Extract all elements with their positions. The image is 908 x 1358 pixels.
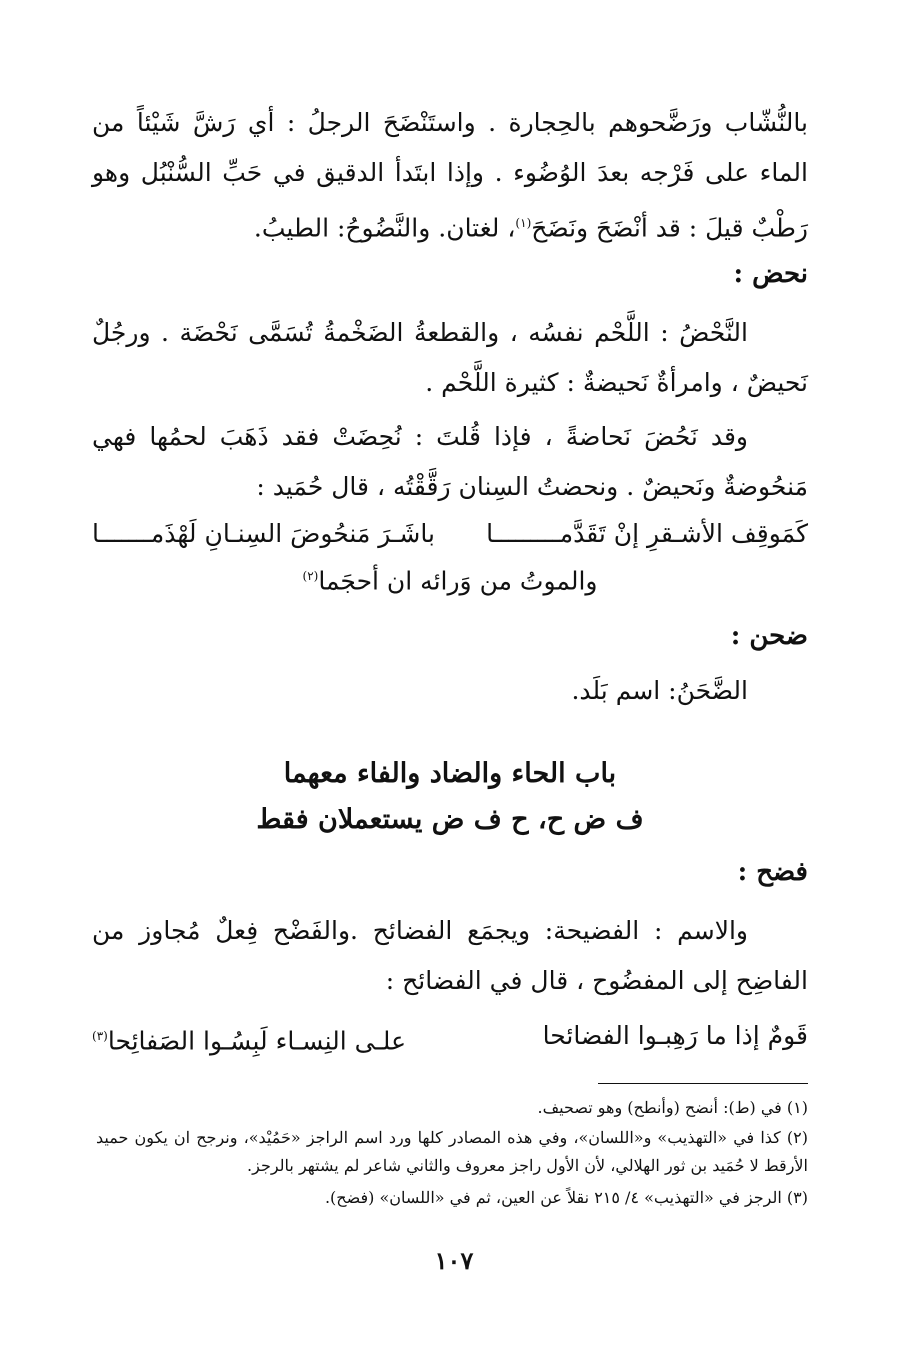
footnote-ref-1: (١): [515, 216, 532, 230]
verse-line-3: [92, 1016, 808, 1061]
paragraph-fadh: والاسم : الفضيحة: ويجمَع الفضائح .والفَضْح فِعلٌ مُجاوز من الفاضِح إلى المفضُوح ، قال في الفضائح :: [92, 916, 808, 995]
footnote-3: (٣) الرجز في «التهذيب» ٤/ ٢١٥ نقلاً عن العين، ثم في «اللسان» (فضح).: [324, 1188, 808, 1207]
chapter-title: باب الحاء والضاد والفاء معهما: [283, 758, 617, 789]
footnote-separator: [598, 1083, 808, 1084]
entry-heading-dahn: ضحن :: [730, 621, 808, 651]
footnote-ref-2: (٢): [302, 569, 319, 583]
paragraph-nahd-2: وقد نَحُضَ نَحاضةً ، فإذا قُلتَ : نُحِضَتْ فقد ذَهَبَ لحمُها فهي مَنحُوضةٌ ونَحيضٌ . ونحضتُ السِنان رَقَّقْتُه ، قال حُمَيد :: [92, 422, 808, 501]
verse-hemistich: قَومٌ إذا ما رَهِبـوا الفضائحا: [542, 1021, 808, 1050]
verse-hemistich: علـى النِسـاء لَبِسُـوا الصَفائِحا: [107, 1026, 406, 1056]
page-number: ١٠٧: [434, 1246, 474, 1275]
paragraph-nahd-1: النَّحْضُ : اللَّحْم نفسُه ، والقطعةُ الضَخْمةُ تُسَمَّى نَحْضَة . ورجُلٌ نَحيضٌ ، وامرأةٌ نَحيضةٌ : كثيرة اللَّحْم .: [92, 318, 808, 397]
chapter-subtitle: ف ض ح، ح ف ض يستعملان فقط: [256, 804, 644, 835]
footnote-2: (٢) كذا في «التهذيب» و«اللسان»، وفي هذه المصادر كلها ورد اسم الراجز «حَمُيْد»، ونرجح ان يكون حميد الأرقط لا حُمَيد بن ثور الهلالي، لأن الأول راجز معروف والثاني شاعر لم يشتهر بالرجز.: [96, 1128, 808, 1175]
paragraph-text: بالنُّشّاب ورَضَّحوهم بالحِجارة . واستَنْضَحَ الرجلُ : أي رَشَّ شَيْئاً من الماء على فَرْجه بعدَ الوُضُوء . وإذا ابتَدأ الدقيق في حَبِّ السُّنْبُل وهو رَطْبٌ قيلَ : قد أنْضَحَ ونَضَحَ: [92, 108, 808, 243]
entry-heading-nahd: نحض :: [733, 259, 808, 289]
verse-line-2: [92, 556, 808, 601]
verse-hemistich: كَمَوقِف الأشـقرِ إنْ تَقَدَّمـــــــــا: [486, 519, 808, 548]
paragraph-nadh: [92, 98, 808, 253]
paragraph-dahn: الضَّحَنُ: اسم بَلَد.: [571, 676, 748, 705]
entry-heading-fadh: فضح :: [737, 857, 808, 887]
verse-hemistich: والموتُ من وَرائه ان أحجَما: [318, 566, 598, 596]
verse-hemistich: باشَـرَ مَنحُوضَ السِنـانِ لَهْذَمـــــــا: [92, 519, 435, 548]
paragraph-text-tail: ، لغتان. والنَّضُوحُ: الطيبُ.: [253, 213, 516, 243]
footnote-ref-3: (٣): [92, 1029, 108, 1043]
footnote-1: (١) في (ط): أنضح (وأنطح) وهو تصحيف.: [537, 1098, 808, 1117]
verse-line-1: [92, 514, 808, 554]
